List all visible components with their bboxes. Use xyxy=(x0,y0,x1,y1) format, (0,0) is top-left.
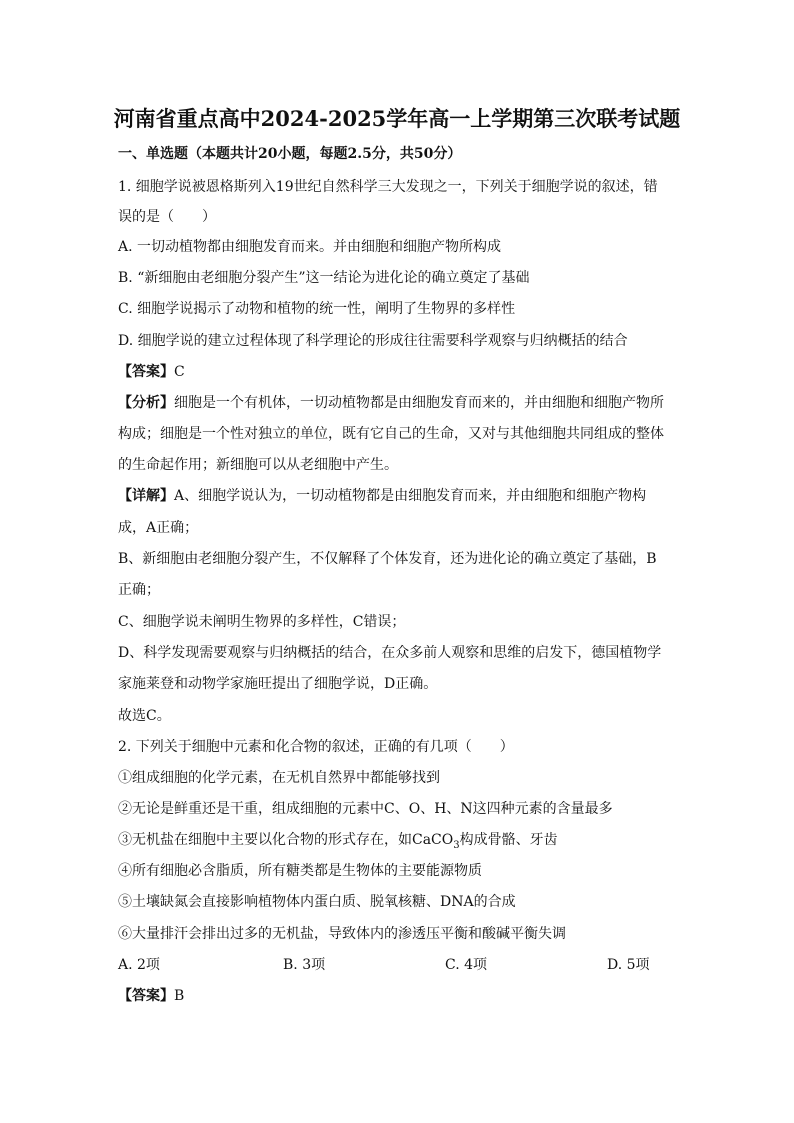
analysis-text: 细胞是一个有机体，一切动植物都是由细胞发育而来的，并由细胞和细胞产物所 xyxy=(174,395,664,411)
analysis-tag: 【分析】 xyxy=(118,395,174,411)
q2-option-c: C. 4项 xyxy=(445,957,488,973)
q2-item4: ④所有细胞必含脂质，所有糖类都是生物体的主要能源物质 xyxy=(118,863,482,879)
q1-analysis-line1 xyxy=(118,393,664,413)
section-heading: 一、单选题（本题共计20小题，每题2.5分，共50分） xyxy=(118,146,462,162)
item3-pre: ③无机盐在细胞中主要以化合物的形式存在，如CaCO xyxy=(118,832,454,848)
page-title: 河南省重点高中2024-2025学年高一上学期第三次联考试题 xyxy=(113,106,681,131)
q2-item1: ①组成细胞的化学元素，在无机自然界中都能够找到 xyxy=(118,770,440,786)
q1-option-b: B. “新细胞由老细胞分裂产生”这一结论为进化论的确立奠定了基础 xyxy=(118,270,530,286)
detail-text: A、细胞学说认为，一切动植物都是由细胞发育而来，并由细胞和细胞产物构 xyxy=(174,488,647,504)
q2-item6: ⑥大量排汗会排出过多的无机盐，导致体内的渗透压平衡和酸碱平衡失调 xyxy=(118,926,566,942)
q1-detail-line3: B、新细胞由老细胞分裂产生，不仅解释了个体发育，还为进化论的确立奠定了基础，B xyxy=(118,551,657,567)
q1-option-c: C. 细胞学说揭示了动物和植物的统一性，阐明了生物界的多样性 xyxy=(118,301,516,317)
q1-stem-line2: 误的是（ ） xyxy=(118,209,216,225)
q2-stem: 2. 下列关于细胞中元素和化合物的叙述，正确的有几项（ ） xyxy=(118,739,514,755)
answer-value: C xyxy=(174,364,185,380)
q1-detail-line2: 成，A正确； xyxy=(118,520,199,536)
q2-option-a: A. 2项 xyxy=(118,957,160,973)
q1-conclusion: 故选C。 xyxy=(118,708,171,724)
q1-answer xyxy=(118,362,185,382)
item3-subscript: 3 xyxy=(453,839,460,851)
item3-post: 构成骨骼、牙齿 xyxy=(459,832,558,848)
answer-tag: 【答案】 xyxy=(118,988,174,1004)
q2-option-d: D. 5项 xyxy=(607,957,650,973)
q2-answer xyxy=(118,986,184,1006)
q1-option-a: A. 一切动植物都由细胞发育而来。并由细胞和细胞产物所构成 xyxy=(118,239,502,255)
q1-detail-line5: C、细胞学说未阐明生物界的多样性，C错误； xyxy=(118,614,406,630)
q1-option-d: D. 细胞学说的建立过程体现了科学理论的形成往往需要科学观察与归纳概括的结合 xyxy=(118,333,628,349)
q1-detail-line7: 家施莱登和动物学家施旺提出了细胞学说，D正确。 xyxy=(118,676,438,692)
q2-item5: ⑤土壤缺氮会直接影响植物体内蛋白质、脱氧核糖、DNA的合成 xyxy=(118,894,516,910)
q1-detail-line4: 正确； xyxy=(118,582,160,598)
detail-tag: 【详解】 xyxy=(118,488,174,504)
answer-tag: 【答案】 xyxy=(118,364,174,380)
q1-detail-line1 xyxy=(118,486,646,506)
q1-stem-line1: 1. 细胞学说被恩格斯列入19世纪自然科学三大发现之一，下列关于细胞学说的叙述，错 xyxy=(118,179,658,195)
q2-option-b: B. 3项 xyxy=(283,957,326,973)
q2-item3 xyxy=(118,830,558,856)
q1-analysis-line2: 构成；细胞是一个性对独立的单位，既有它自己的生命，又对与其他细胞共同组成的整体 xyxy=(118,426,664,442)
answer-value: B xyxy=(174,988,185,1004)
q1-detail-line6: D、科学发现需要观察与归纳概括的结合，在众多前人观察和思维的启发下，德国植物学 xyxy=(118,645,662,661)
q2-item2: ②无论是鲜重还是干重，组成细胞的元素中C、O、H、N这四种元素的含量最多 xyxy=(118,801,613,817)
q1-analysis-line3: 的生命起作用；新细胞可以从老细胞中产生。 xyxy=(118,457,398,473)
